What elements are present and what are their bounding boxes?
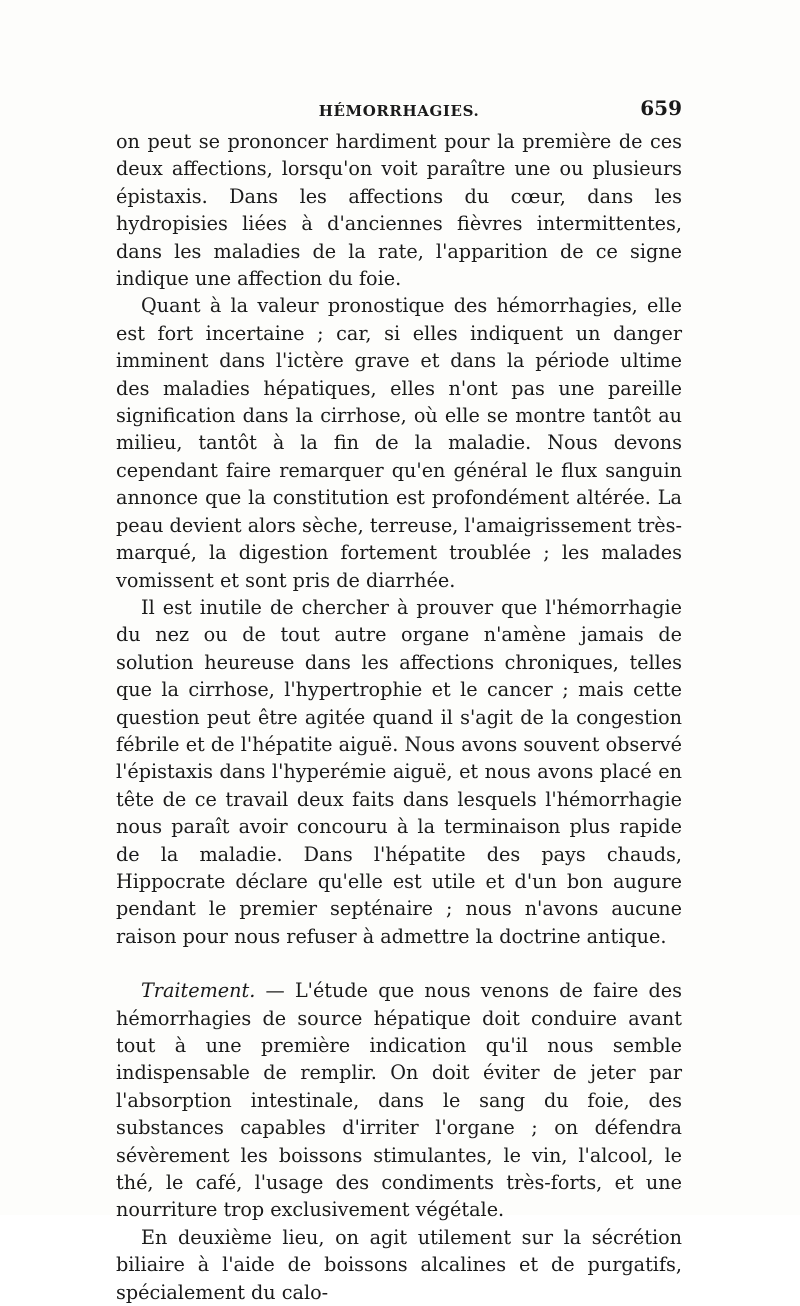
section-label: Traitement. (141, 979, 256, 1003)
running-head (116, 96, 682, 126)
page-number: 659 (640, 96, 682, 120)
paragraph-2: Quant à la valeur pronostique des hémorrhagies, elle est fort incertaine ; car, si elles indiquent un danger imminent dans l'ictère grave et dans la période ultime des maladies hépatiques, elles n'ont pas une pareille signification dans la cirrhose, où elle se montre tantôt au milieu, tantôt à la fin de la maladie. Nous devons cependant faire remarquer qu'en général le flux sanguin annonce que la constitution est profondément altérée. La peau devient alors sèche, terreuse, l'amaigrissement très-marqué, la digestion fortement troublée ; les malades vomissent et sont pris de diarrhée. (116, 294, 682, 592)
running-title: HÉMORRHAGIES. (318, 102, 480, 120)
paragraph-4-text: — L'étude que nous venons de faire des hémorrhagies de source hépatique doit conduire avant tout à une première indication qu'il nous semble indispensable de remplir. On doit éviter de jeter par l'absorption intestinale, dans le sang du foie, des substances capables d'irriter l'organe ; on défendra sévèrement les boissons stimulantes, le vin, l'alcool, le thé, le café, l'usage des condiments très-forts, et une nourriture trop exclusivement végétale. (116, 979, 682, 1222)
paragraph-traitement (116, 977, 682, 1224)
body-text (116, 128, 682, 1306)
paragraph-5: En deuxième lieu, on agit utilement sur la sécrétion biliaire à l'aide de boissons alcalines et de purgatifs, spécialement du calo- (116, 1225, 682, 1304)
paragraph-1: on peut se prononcer hardiment pour la première de ces deux affections, lorsqu'on voit paraître une ou plusieurs épistaxis. Dans les affections du cœur, dans les hydropisies liées à d'anciennes fièvres intermittentes, dans les maladies de la rate, l'apparition de ce signe indique une affection du foie. (116, 130, 682, 291)
paragraph-3: Il est inutile de chercher à prouver que l'hémorrhagie du nez ou de tout autre organe n'amène jamais de solution heureuse dans les affections chroniques, telles que la cirrhose, l'hypertrophie et le cancer ; mais cette question peut être agitée quand il s'agit de la congestion fébrile et de l'hépatite aiguë. Nous avons souvent observé l'épistaxis dans l'hyperémie aiguë, et nous avons placé en tête de ce travail deux faits dans lesquels l'hémorrhagie nous paraît avoir concouru à la terminaison plus rapide de la maladie. Dans l'hépatite des pays chauds, Hippocrate déclare qu'elle est utile et d'un bon augure pendant le premier septénaire ; nous n'avons aucune raison pour nous refuser à admettre la doctrine antique. (116, 595, 682, 948)
